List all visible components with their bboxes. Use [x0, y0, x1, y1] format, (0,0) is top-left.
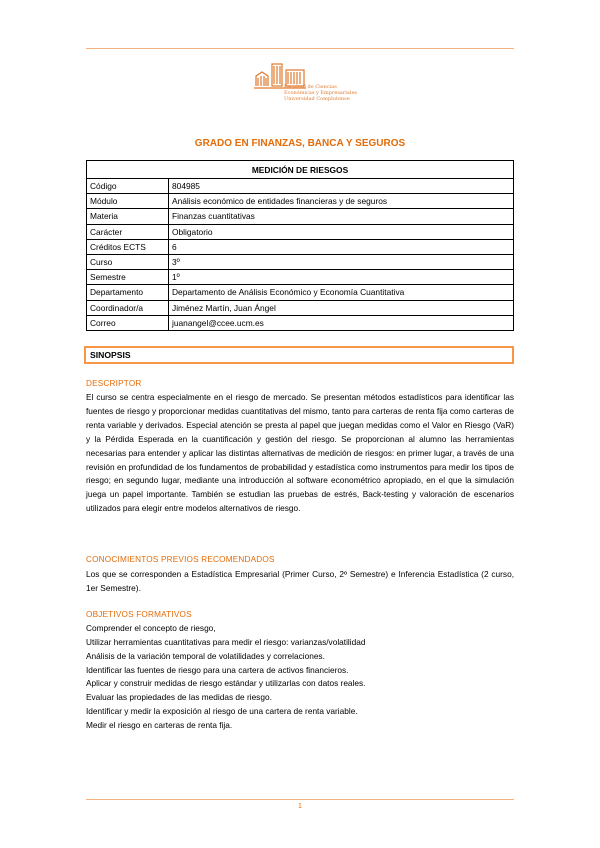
row-label: Departamento	[87, 285, 169, 300]
table-row	[87, 315, 514, 330]
table-row	[87, 285, 514, 300]
row-label: Coordinador/a	[87, 300, 169, 315]
footer-rule	[86, 799, 514, 800]
logo-text	[284, 84, 357, 102]
table-row	[87, 254, 514, 269]
table-row	[87, 224, 514, 239]
degree-title: GRADO EN FINANZAS, BANCA Y SEGUROS	[194, 138, 406, 149]
logo-line: Económicas y Empresariales	[284, 90, 357, 96]
list-item: Evaluar las propiedades de las medidas de riesgo.	[86, 692, 272, 703]
row-label: Curso	[87, 254, 169, 269]
list-item: Utilizar herramientas cuantitativas para medir el riesgo: varianzas/volatilidad	[86, 636, 366, 647]
page-number: 1	[298, 803, 302, 810]
table-row	[87, 239, 514, 254]
logo-line: Facultad de Ciencias	[284, 84, 337, 90]
list-item: Comprender el concepto de riesgo,	[86, 623, 216, 633]
row-value: Departamento de Análisis Económico y Economía Cuantitativa	[169, 285, 514, 300]
descriptor-text: El curso se centra especialmente en el riesgo de mercado. Se presentan métodos estadísticos para identificar las fuentes de riesgo y proporcionar medidas cuantitativas del mismo, tanto para carteras de renta fija como carteras de renta variable y derivados. Especial atención se presta al papel que juegan medidas como el Valor en Riesgo (VaR) y la Pérdida Esperada en la cuantificación y gestión del riesgo. Se proporcionan al alumno las herramientas necesarias para entender y aplicar las distintas alternativas de medición de riesgos: en primer lugar, a través de una revisión en profundidad de los fundamentos de probabilidad y estadística como instrumentos para medir los tipos de riesgo; en segundo lugar, mediante una introducción al software econométrico apropiado, en el que la simulación juega un papel importante. También se estudian las pruebas de estrés, Back-testing y valoración de escenarios utilizados para elegir entre modelos alternativos de riesgo.	[86, 392, 514, 514]
row-value: 1º	[169, 270, 514, 285]
previous-knowledge-heading: CONOCIMIENTOS PREVIOS RECOMENDADOS	[86, 555, 275, 564]
row-value: 6	[169, 239, 514, 254]
row-label: Semestre	[87, 270, 169, 285]
row-label: Materia	[87, 209, 169, 224]
course-title: MEDICIÓN DE RIESGOS	[87, 161, 514, 179]
table-row	[87, 209, 514, 224]
logo-line: Universidad Complutense	[284, 96, 350, 102]
header-rule	[86, 48, 514, 49]
sinopsis-box: SINOPSIS	[84, 346, 514, 364]
list-item: Medir el riesgo en carteras de renta fija.	[86, 719, 233, 730]
row-value: Obligatorio	[169, 224, 514, 239]
list-item: Análisis de la variación temporal de volatilidades y correlaciones.	[86, 650, 325, 661]
row-value: 804985	[169, 179, 514, 194]
descriptor-heading: DESCRIPTOR	[86, 379, 142, 388]
table-row	[87, 300, 514, 315]
row-label: Créditos ECTS	[87, 239, 169, 254]
objectives-list	[86, 622, 514, 733]
previous-knowledge-text: Los que se corresponden a Estadística Empresarial (Primer Curso, 2º Semestre) e Inferencia Estadística (2 curso, 1er Semestre).	[86, 569, 514, 593]
row-label: Módulo	[87, 194, 169, 209]
row-label: Correo	[87, 315, 169, 330]
row-value: Finanzas cuantitativas	[169, 209, 514, 224]
table-row	[87, 270, 514, 285]
list-item: Aplicar y construir medidas de riesgo estándar y utilizarlas con datos reales.	[86, 678, 366, 689]
list-item: Identificar y medir la exposición al riesgo de una cartera de renta variable.	[86, 706, 358, 717]
objectives-heading: OBJETIVOS FORMATIVOS	[86, 610, 192, 619]
row-label: Código	[87, 179, 169, 194]
row-label: Carácter	[87, 224, 169, 239]
table-row	[87, 194, 514, 209]
row-value: Análisis económico de entidades financieras y de seguros	[169, 194, 514, 209]
table-row	[87, 179, 514, 194]
course-info-table	[86, 160, 514, 331]
row-value: Jiménez Martín, Juan Ángel	[169, 300, 514, 315]
row-value[interactable]: juanangel@ccee.ucm.es	[169, 315, 514, 330]
list-item: Identificar las fuentes de riesgo para una cartera de activos financieros.	[86, 664, 349, 675]
row-value: 3º	[169, 254, 514, 269]
